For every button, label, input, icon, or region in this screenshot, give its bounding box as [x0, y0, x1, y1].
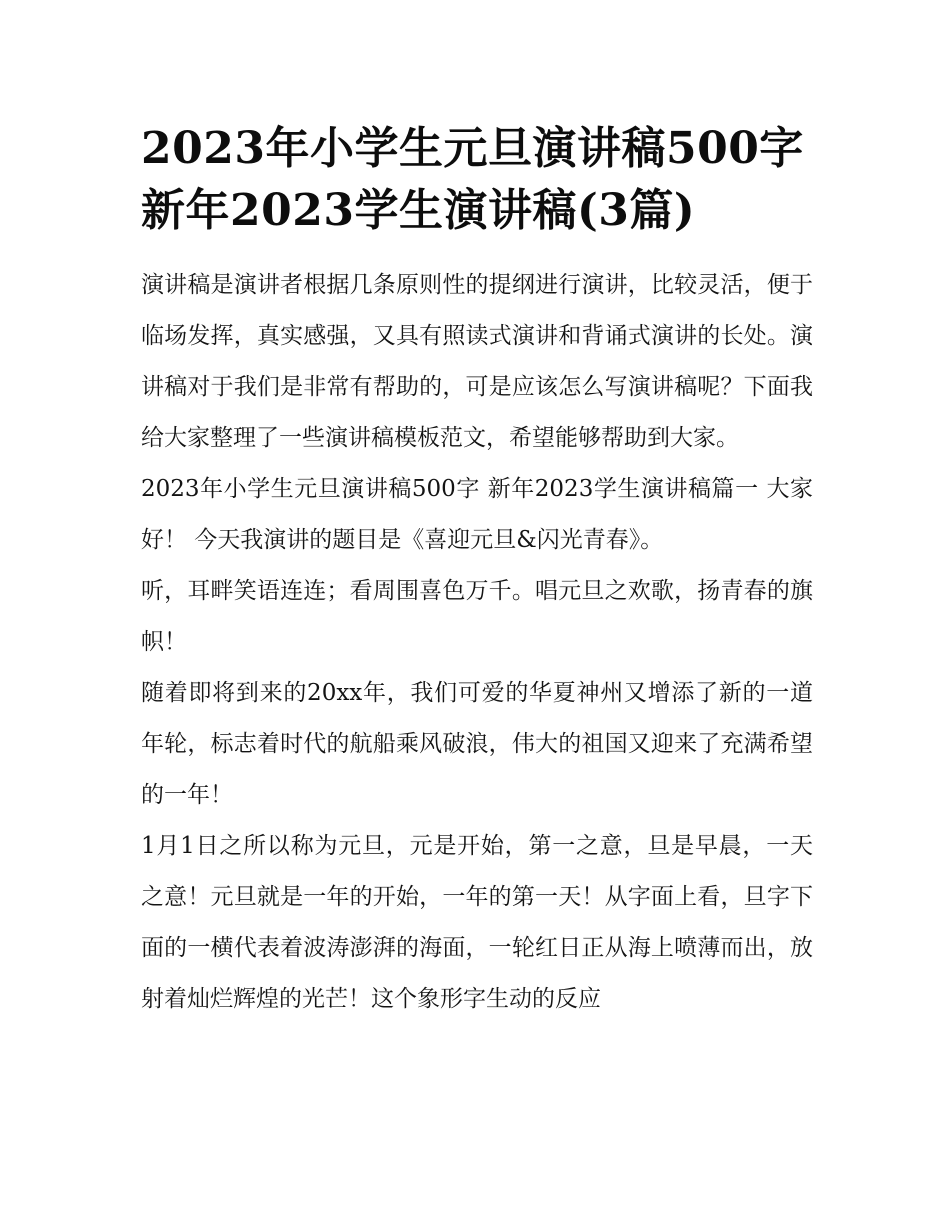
speech-paragraph: 1月1日之所以称为元旦，元是开始，第一之意，旦是早晨，一天之意！元旦就是一年的开始，一年的第一天！从字面上看，旦字下面的一横代表着波涛澎湃的海面，一轮红日正从海上喷薄而出，放射着灿烂辉煌的光芒！这个象形字生动的反应 — [141, 833, 813, 1012]
speech-paragraph: 听，耳畔笑语连连；看周围喜色万千。唱元旦之欢歌，扬青春的旗帜！ — [141, 578, 813, 655]
document-title: 2023年小学生元旦演讲稿500字 新年2023学生演讲稿(3篇) — [141, 123, 804, 236]
document-body — [141, 118, 813, 1025]
intro-paragraph: 演讲稿是演讲者根据几条原则性的提纲进行演讲，比较灵活，便于临场发挥，真实感强，又具有照读式演讲和背诵式演讲的长处。演讲稿对于我们是非常有帮助的，可是应该怎么写演讲稿呢？下面我给大家整理了一些演讲稿模板范文，希望能够帮助到大家。 — [141, 272, 813, 451]
speech-opening-paragraph: 2023年小学生元旦演讲稿500字 新年2023学生演讲稿篇一 大家好！ 今天我演讲的题目是《喜迎元旦&闪光青春》。 — [141, 476, 813, 553]
speech-paragraph: 随着即将到来的20xx年，我们可爱的华夏神州又增添了新的一道年轮，标志着时代的航船乘风破浪，伟大的祖国又迎来了充满希望的一年！ — [141, 680, 813, 808]
